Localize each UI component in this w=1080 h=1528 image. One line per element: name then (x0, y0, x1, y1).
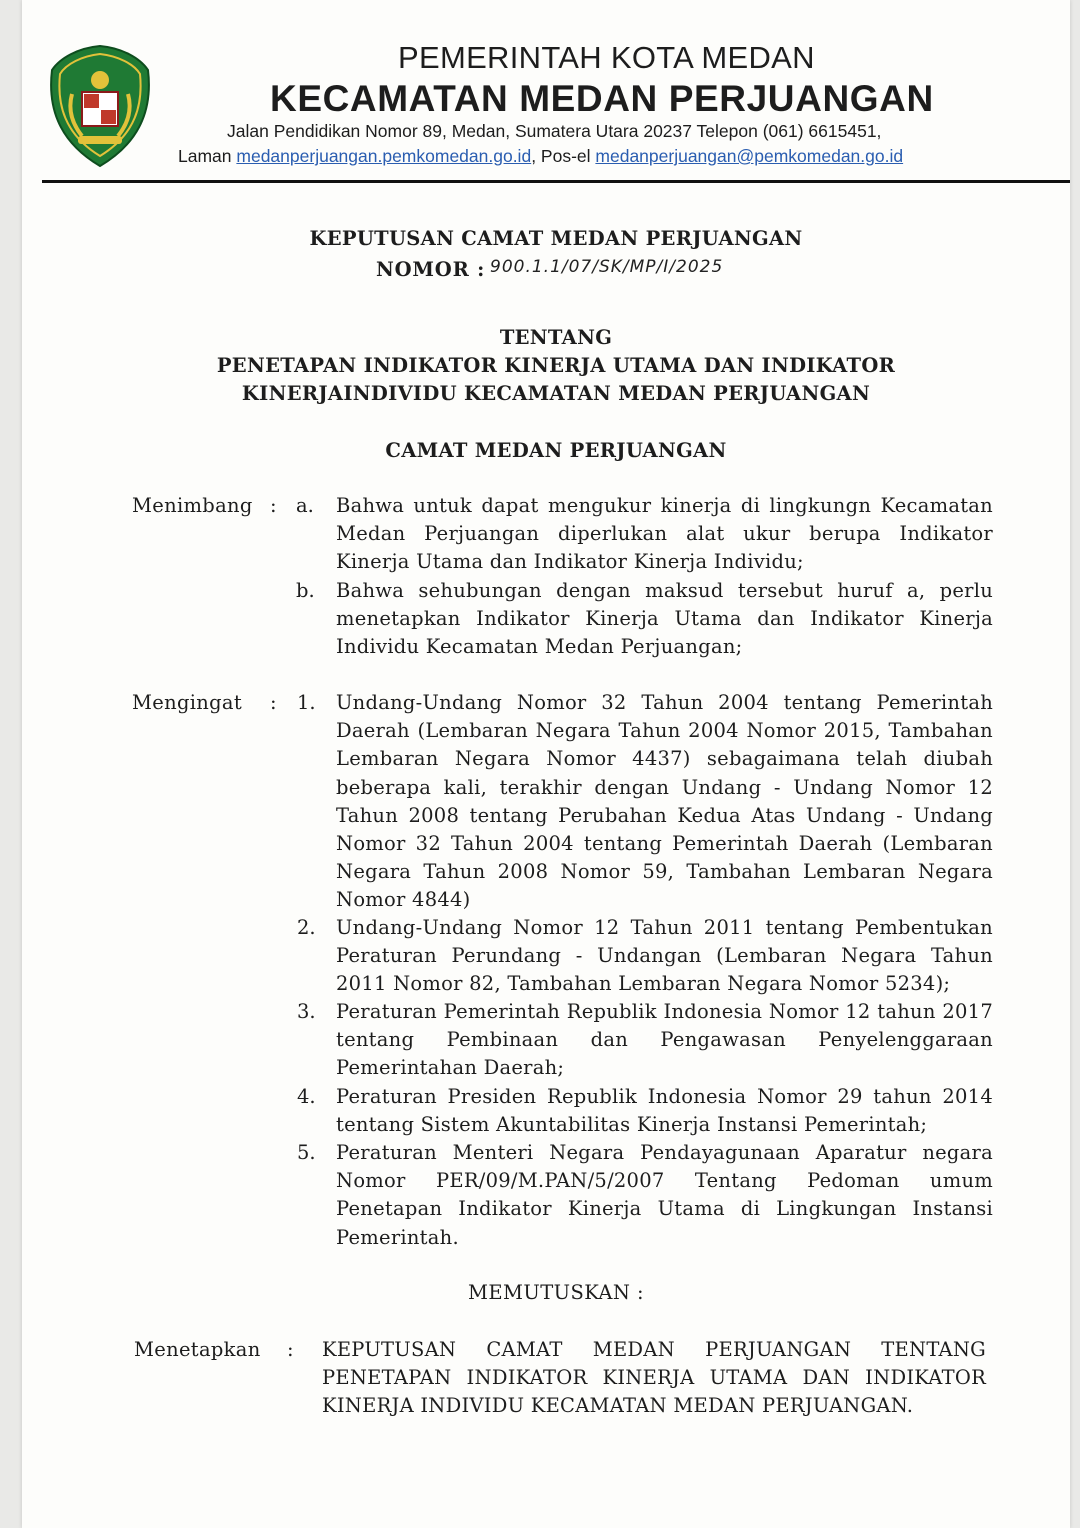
laman-label: Laman (178, 146, 232, 166)
mengingat-mark-4: 4. (297, 1085, 316, 1108)
menetapkan-text: KEPUTUSAN CAMAT MEDAN PERJUANGAN TENTANG PENETAPAN INDIKATOR KINERJA UTAMA DAN INDIKATOR KINERJA INDIVIDU KECAMATAN MEDAN PERJUANGAN. (322, 1338, 986, 1418)
decree-title: KEPUTUSAN CAMAT MEDAN PERJUANGAN (309, 227, 803, 250)
mengingat-item-4: Peraturan Presiden Republik Indonesia Nomor 29 tahun 2014 tentang Sistem Akuntabilitas Kinerja Instansi Pemerintah; (336, 1085, 993, 1137)
website-link[interactable]: medanperjuangan.pemkomedan.go.id (236, 146, 532, 166)
header-government: PEMERINTAH KOTA MEDAN (398, 40, 815, 75)
subject-line-2: KINERJAINDIVIDU KECAMATAN MEDAN PERJUANGAN (241, 382, 871, 405)
mengingat-label: Mengingat (132, 691, 242, 714)
mengingat-mark-2: 2. (297, 916, 316, 939)
posel-label: Pos-el (540, 146, 591, 166)
header-office: KECAMATAN MEDAN PERJUANGAN (270, 78, 934, 119)
nomor-value-handwritten: 900.1.1/07/SK/MP/I/2025 (490, 257, 724, 277)
menimbang-mark-a: a. (296, 494, 314, 517)
header-contact: Laman medanperjuangan.pemkomedan.go.id, Pos-el medanperjuangan@pemkomedan.go.id (178, 146, 904, 166)
mengingat-mark-3: 3. (297, 1000, 316, 1023)
email-link[interactable]: medanperjuangan@pemkomedan.go.id (595, 146, 904, 166)
menetapkan-label: Menetapkan (134, 1338, 261, 1361)
mengingat-item-2: Undang-Undang Nomor 12 Tahun 2011 tentang Pembentukan Peraturan Perundang - Undangan (Lembaran Negara Tahun 2011 Nomor 82, Tambahan Lembaran Negara Nomor 5234); (336, 916, 993, 996)
menimbang-mark-b: b. (296, 579, 315, 602)
mengingat-mark-5: 5. (297, 1141, 316, 1164)
kota-medan-emblem-icon (48, 44, 152, 168)
issuer-heading: CAMAT MEDAN PERJUANGAN (385, 439, 727, 462)
mengingat-item-1: Undang-Undang Nomor 32 Tahun 2004 tentang Pemerintah Daerah (Lembaran Negara Tahun 2004 Nomor 2015, Tambahan Lembaran Negara Nomor 4437) sebagaimana telah diubah beberapa kali, terakhir dengan Undang - Undang Nomor 12 Tahun 2008 tentang Perubahan Kedua Atas Undang - Undang Nomor 32 Tahun 2004 tentang Pemerintah Daerah (Lembaran Negara Tahun 2008 Nomor 59, Tambahan Lembaran Negara Nomor 4844) (336, 691, 993, 912)
header-address: Jalan Pendidikan Nomor 89, Medan, Sumatera Utara 20237 Telepon (061) 6615451, (227, 121, 882, 141)
menimbang-item-a: Bahwa untuk dapat mengukur kinerja di lingkungn Kecamatan Medan Perjuangan diperlukan alat ukur berupa Indikator Kinerja Utama dan Indikator Kinerja Individu; (336, 494, 993, 574)
memutuskan-heading: MEMUTUSKAN : (468, 1281, 644, 1304)
menimbang-item-b: Bahwa sehubungan dengan maksud tersebut huruf a, perlu menetapkan Indikator Kinerja Utama dan Indikator Kinerja Individu Kecamatan Medan Perjuangan; (336, 579, 993, 659)
mengingat-colon: : (270, 691, 277, 714)
tentang-heading: TENTANG (499, 326, 613, 349)
mengingat-mark-1: 1. (297, 691, 316, 714)
mengingat-item-3: Peraturan Pemerintah Republik Indonesia Nomor 12 tahun 2017 tentang Pembinaan dan Pengawasan Penyelenggaraan Pemerintahan Daerah; (336, 1000, 993, 1080)
menetapkan-colon: : (287, 1338, 294, 1361)
mengingat-item-5: Peraturan Menteri Negara Pendayagunaan Aparatur negara Nomor PER/09/M.PAN/5/2007 Tentang Pedoman umum Penetapan Indikator Kinerja Utama di Lingkungan Instansi Pemerintah. (336, 1141, 993, 1249)
menimbang-colon: : (270, 494, 277, 517)
subject-line-1: PENETAPAN INDIKATOR KINERJA UTAMA DAN INDIKATOR (216, 354, 896, 377)
nomor-label: NOMOR : (376, 258, 486, 281)
menimbang-label: Menimbang (132, 494, 253, 517)
header-divider (42, 180, 1070, 183)
